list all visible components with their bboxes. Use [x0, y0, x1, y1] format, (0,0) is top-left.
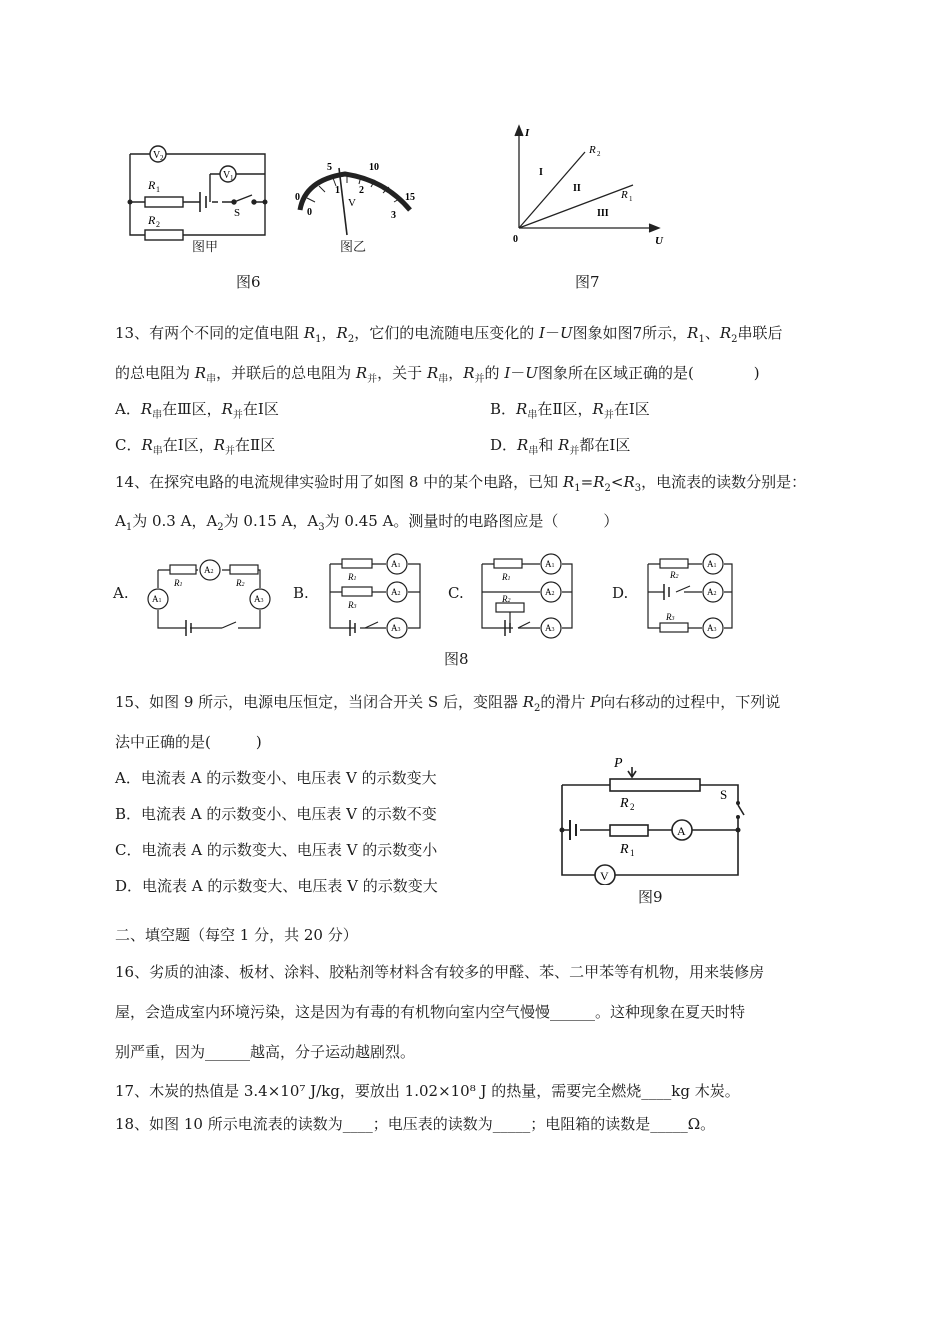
svg-text:V: V [348, 197, 356, 209]
fig8-option-d-label: D. [612, 584, 629, 602]
svg-text:R: R [620, 796, 629, 811]
svg-text:A2: A2 [545, 587, 555, 597]
figure-7-graph [505, 120, 685, 250]
svg-text:1: 1 [629, 195, 633, 203]
svg-text:2: 2 [359, 185, 364, 196]
figure-8-caption: 图8 [444, 650, 469, 668]
svg-text:1: 1 [156, 185, 160, 194]
svg-text:R2: R2 [670, 570, 679, 580]
figure-8-circuits [110, 548, 810, 643]
q18-text: 18、如图 10 所示电流表的读数为____；电压表的读数为_____；电阻箱的读数是_____Ω。 [115, 1115, 716, 1133]
svg-text:R2: R2 [236, 578, 245, 588]
svg-text:A2: A2 [391, 587, 401, 597]
q14-line2: $A_1$为 0.3 A，$A_2$为 0.15 A，$A_3$为 0.45 A。测量时的电路图应是（ ） [115, 512, 619, 533]
q16-line1: 16、劣质的油漆、板材、涂料、胶粘剂等材料含有较多的甲醛、苯、二甲苯等有机物，用来装修房 [115, 963, 765, 981]
q15-line2: 法中正确的是( ) [115, 733, 262, 751]
svg-text:A1: A1 [707, 559, 717, 569]
svg-text:S: S [720, 787, 728, 802]
svg-text:5: 5 [327, 162, 332, 173]
q13-option-d: D．$R_串$和 $R_并$都在Ⅰ区 [490, 436, 631, 457]
q17-text: 17、木炭的热值是 3.4×10⁷ J/kg，要放出 1.02×10⁸ J 的热量，需要完全燃烧____kg 木炭。 [115, 1082, 740, 1100]
svg-text:A3: A3 [545, 623, 555, 633]
svg-text:R: R [620, 842, 629, 857]
svg-text:0: 0 [513, 234, 518, 245]
fig8-option-b-label: B. [293, 584, 309, 602]
svg-text:P: P [614, 756, 623, 771]
svg-text:R: R [589, 144, 596, 156]
svg-text:2: 2 [156, 220, 160, 229]
q13-option-c: C．$R_串$在Ⅰ区，$R_并$在Ⅱ区 [115, 436, 276, 457]
q15-line1: 15、如图 9 所示，电源电压恒定，当闭合开关 S 后，变阻器 $R_2$的滑片 P向右移动的过程中，下列说 [115, 693, 781, 714]
svg-text:A1: A1 [152, 594, 162, 604]
figure-6-right-label: 图乙 [340, 240, 367, 255]
svg-text:0: 0 [295, 192, 300, 203]
svg-text:R2: R2 [502, 594, 511, 604]
q13-line2: 的总电阻为 $R_串$，并联后的总电阻为 $R_并$，关于 $R_串$，$R_并$的 I－U图象所在区域正确的是( ) [115, 364, 760, 385]
svg-text:A1: A1 [545, 559, 555, 569]
svg-text:V: V [223, 170, 231, 181]
svg-text:A: A [677, 824, 686, 838]
svg-text:U: U [655, 235, 663, 247]
figure-6-caption: 图6 [236, 273, 261, 291]
svg-text:I: I [525, 127, 530, 139]
section-2-heading: 二、填空题（每空 1 分，共 20 分） [115, 926, 358, 944]
svg-text:I: I [539, 167, 543, 178]
figure-9-caption: 图9 [638, 888, 663, 906]
svg-text:15: 15 [405, 192, 415, 203]
svg-text:A3: A3 [254, 594, 264, 604]
svg-text:A2: A2 [204, 565, 214, 575]
svg-text:S: S [234, 207, 241, 219]
svg-text:R1: R1 [502, 572, 511, 582]
svg-text:III: III [597, 208, 609, 219]
fig8-option-a-label: A. [113, 584, 129, 602]
q16-line2: 屋，会造成室内环境污染，这是因为有毒的有机物向室内空气慢慢______。这种现象在夏天时特 [115, 1003, 746, 1021]
q14-line1: 14、在探究电路的电流规律实验时用了如图 8 中的某个电路，已知 $R_1=R_2<R_3$，电流表的读数分别是： [115, 473, 807, 494]
fig8-option-c-label: C. [448, 584, 464, 602]
q16-line3: 别严重，因为______越高，分子运动越剧烈。 [115, 1043, 416, 1061]
figure-6 [120, 140, 440, 290]
svg-text:R1: R1 [348, 572, 357, 582]
q15-option-a: A．电流表 A 的示数变小、电压表 V 的示数变大 [115, 769, 437, 787]
figure-7 [505, 120, 685, 290]
svg-text:10: 10 [369, 162, 379, 173]
svg-text:R1: R1 [174, 578, 183, 588]
figure-9 [550, 755, 760, 910]
svg-text:A3: A3 [707, 623, 717, 633]
svg-text:R: R [148, 178, 156, 192]
svg-text:A2: A2 [707, 587, 717, 597]
svg-text:A3: A3 [391, 623, 401, 633]
figure-6-left-label: 图甲 [192, 240, 219, 255]
q13-option-a: A．$R_串$在Ⅲ区，$R_并$在Ⅰ区 [115, 400, 279, 421]
figure-7-caption: 图7 [575, 273, 600, 291]
svg-text:2: 2 [160, 154, 164, 162]
q13-option-b: B．$R_串$在Ⅱ区，$R_并$在Ⅰ区 [490, 400, 650, 421]
svg-text:R3: R3 [348, 600, 357, 610]
q13-line1: 13、有两个不同的定值电阻 $R_1$，$R_2$，它们的电流随电压变化的 I－U图象如图7所示，$R_1$、$R_2$串联后 [115, 324, 783, 345]
figure-6-circuits [120, 140, 440, 260]
q15-option-d: D．电流表 A 的示数变大、电压表 V 的示数变大 [115, 877, 438, 895]
q15-option-c: C．电流表 A 的示数变大、电压表 V 的示数变小 [115, 841, 438, 859]
svg-text:R3: R3 [666, 612, 675, 622]
svg-text:V: V [600, 869, 609, 883]
svg-text:1: 1 [335, 185, 340, 196]
svg-text:V: V [153, 150, 161, 161]
svg-text:II: II [573, 183, 581, 194]
svg-text:2: 2 [630, 802, 635, 812]
svg-text:2: 2 [597, 150, 601, 158]
svg-text:A1: A1 [391, 559, 401, 569]
svg-text:0: 0 [307, 207, 312, 218]
q15-option-b: B．电流表 A 的示数变小、电压表 V 的示数不变 [115, 805, 437, 823]
figure-9-circuit [550, 755, 760, 885]
figure-8 [110, 548, 810, 673]
svg-text:R: R [621, 189, 628, 201]
svg-text:1: 1 [630, 848, 635, 858]
svg-text:R: R [148, 213, 156, 227]
svg-text:3: 3 [391, 210, 396, 221]
svg-text:1: 1 [230, 174, 234, 182]
